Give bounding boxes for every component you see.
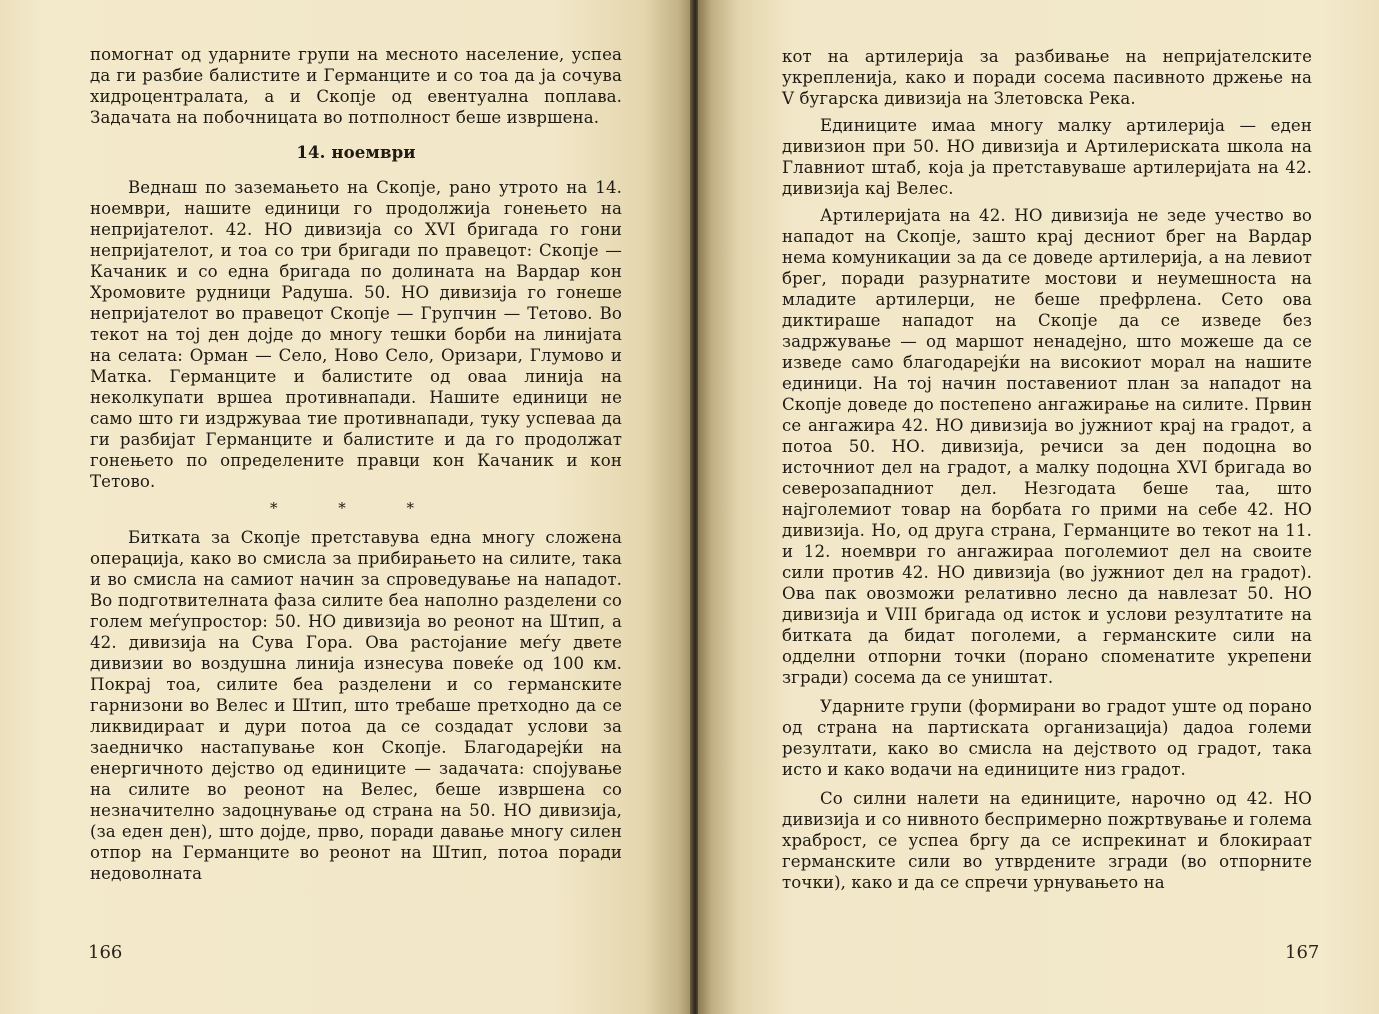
right-paragraph-2: Единиците имаа многу малку артилерија — еден дивизион при 50. НО дивизија и Артилериската школа на Главниот штаб, која ја претставуваше артилеријата на 42. дивизија кај Велес. — [782, 116, 1312, 198]
right-paragraph-3: Артилеријата на 42. НО дивизија не зеде учество во нападот на Скопје, зашто крај десниот брег на Вардар нема комуникации за да се доведе артилерија, а на левиот брег, поради разурнатите мостови и неумешноста на младите артилерци, не беше префрлена. Сето ова диктираше нападот на Скопје да се изведе без задржување — од маршот ненадејно, што можеше да се изведе само благодарејќи на високиот морал на нашите единици. На тој начин поставениот план за нападот на Скопје доведе до постепено ангажирање на силите. Првин се ангажира 42. НО дивизија во јужниот крај на градот, а потоа 50. НО. дивизија, речиси за ден подоцна во источниот дел на градот, а малку подоцна XVI бригада во северозападниот дел. Незгодата беше таа, што најголемиот товар на борбата го прими на себе 42. НО дивизија. Но, од друга страна, Германците во текот на 11. и 12. ноември го ангажираа поголемиот дел на своите сили против 42. НО дивизија (во јужниот дел на градот). Ова пак овозможи релативно лесно да навлезат 50. НО дивизија и VIII бригада од исток и услови резултатите на битката да бидат поголеми, а германските сили на одделни отпорни точки (порано споменатите укрепени згради) сосема да се уништат. — [782, 206, 1312, 687]
right-page — [698, 0, 1379, 1014]
left-paragraph-3: Битката за Скопје претставува една многу сложена операција, како во смисла за прибирањето на силите, така и во смисла на самиот начин за спроведување на нападот. Во подготвителната фаза силите беа наполно разделени со голем меѓупростор: 50. НО дивизија во реонот на Штип, а 42. дивизија на Сува Гора. Ова растојание меѓу двете дивизии во воздушна линија изнесува повеќе од 100 км. Покрај тоа, силите беа разделени и со германските гарнизони во Велес и Штип, што требаше претходно да се ликвидираат и дури потоа да се создадат услови за заедничко настапување кон Скопје. Благодарејќи на енергичното дејство од единиците — задачата: спојување на силите во реонот на Велес, беше извршена со незначително задоцнување од страна на 50. НО дивизија, (за еден ден), што дојде, прво, поради давање многу силен отпор на Германците во реонот на Штип, потоа поради недоволната — [90, 528, 622, 883]
page-number-right: 167 — [1285, 942, 1320, 963]
left-paragraph-2: Веднаш по заземањето на Скопје, рано утрото на 14. ноември, нашите единици го продолжија гонењето на непријателот. 42. НО дивизија со XVI бригада го гони непријателот, и тоа со три бригади по правецот: Скопје — Качаник и со една бригада по долината на Вардар кон Хромовите рудници Радуша. 50. НО дивизија го гонеше непријателот во правецот Скопје — Групчин — Тетово. Во текот на тој ден дојде до многу тешки борби на линијата на селата: Орман — Село, Ново Село, Оризари, Глумово и Матка. Германците и балистите од оваа линија на неколкупати вршеа противнапади. Нашите единици не само што ги издржуваа тие противнапади, туку успеваа да ги разбијат Германците и балистите и да го продолжат гонењето по определените правци кон Качаник и кон Тетово. — [90, 178, 622, 491]
right-paragraph-5: Со силни налети на единиците, нарочно од 42. НО дивизија и со нивното беспримерно пожртвување и голема храброст, се успеа бргу да се испрекинат и блокираат германските сили во утврдените згради (во отпорните точки), како и да се спречи урнувањето на — [782, 789, 1312, 892]
section-separator: * * * — [269, 499, 443, 517]
right-paragraph-4: Ударните групи (формирани во градот уште од порано од страна на партиската организација) дадоа големи резултати, како во смисла на дејството од градот, така исто и како водачи на единиците низ градот. — [782, 697, 1312, 779]
left-page-text — [90, 44, 622, 884]
section-heading: 14. ноември — [296, 142, 416, 162]
page-number-left: 166 — [88, 942, 123, 963]
right-paragraph-1: кот на артилерија за разбивање на непријателските укрепленија, како и поради сосема пасивното држење на V бугарска дивизија на Злетовска Река. — [782, 47, 1312, 108]
left-paragraph-1: помогнат од ударните групи на месното население, успеа да ги разбие балистите и Германците и со тоа да ја сочува хидроцентралата, а и Скопје од евентуална поплава. Задачата на побочницата во потполност беше извршена. — [90, 45, 622, 127]
right-page-text — [782, 46, 1312, 893]
